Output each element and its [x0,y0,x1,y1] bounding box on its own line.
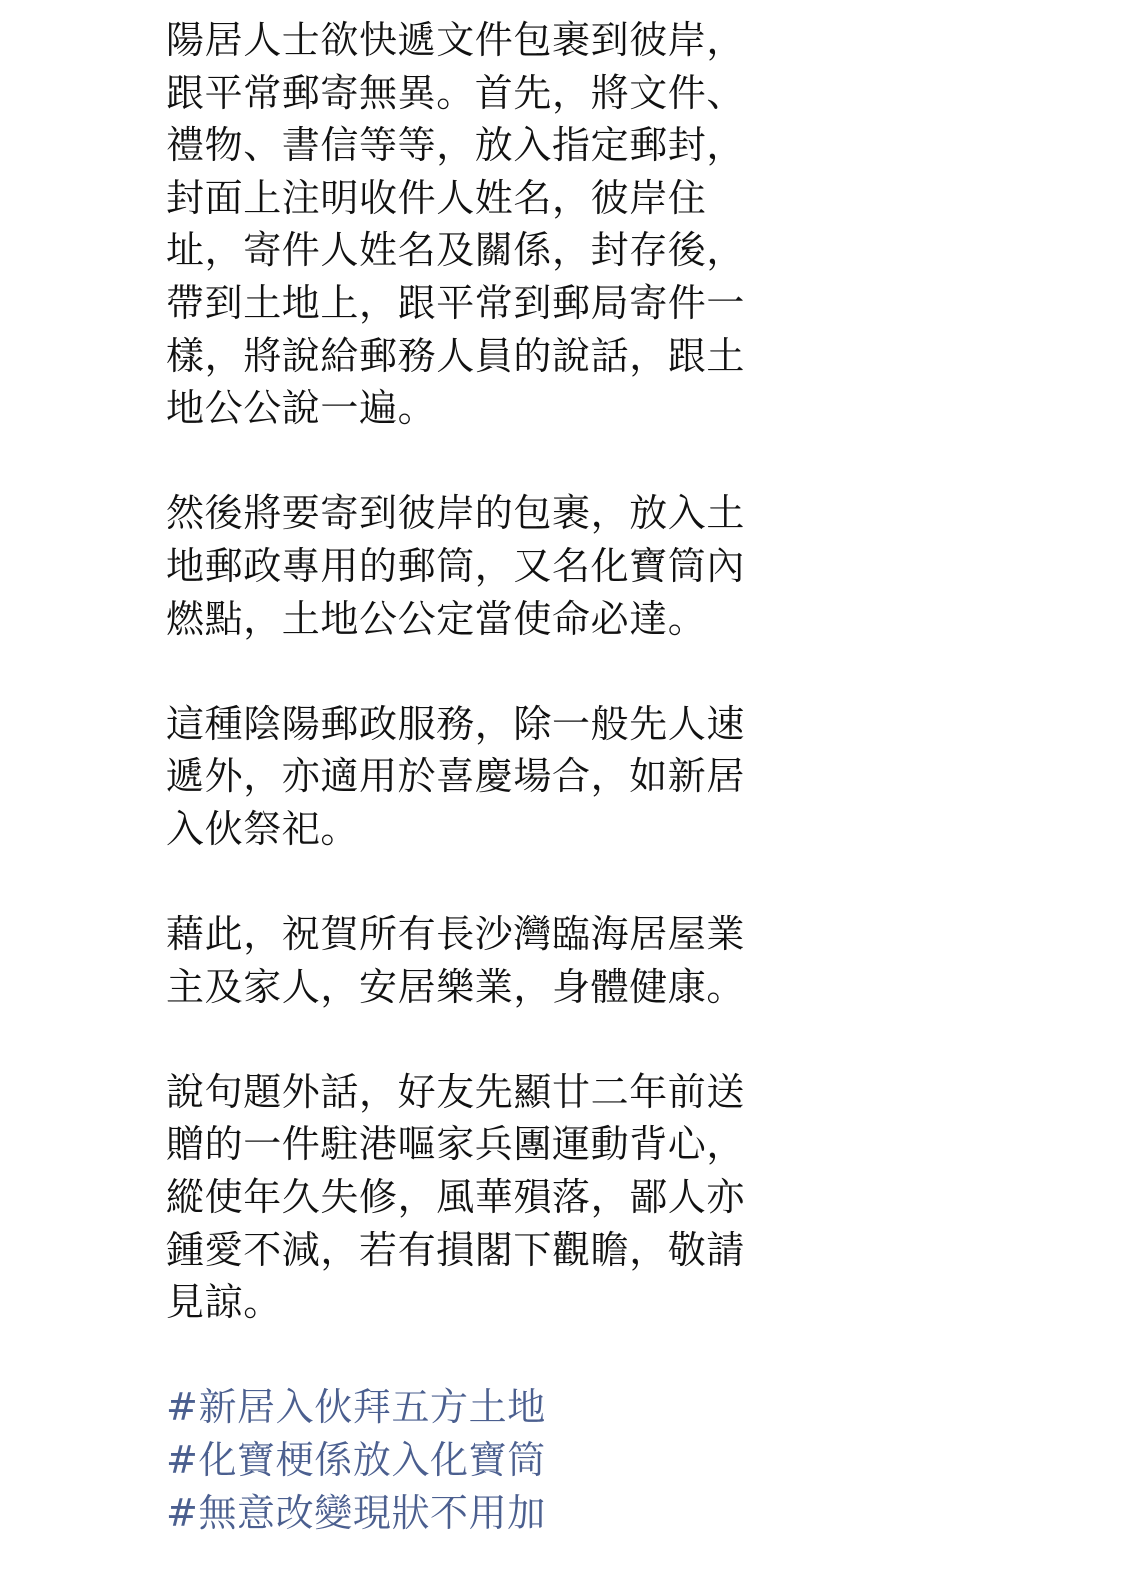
text-line: 鍾愛不減，若有損閣下觀瞻，敬請 [166,1227,746,1272]
text-line: 這種陰陽郵政服務，除一般先人速 [166,701,746,746]
text-line: 陽居人士欲快遞文件包裹到彼岸， [166,18,746,62]
text-line: 禮物、書信等等，放入指定郵封， [166,123,746,168]
text-line: 燃點，土地公公定當使命必達。 [166,596,707,641]
text-line: 地郵政專用的郵筒，又名化寶筒內 [166,543,746,588]
text-line: 樣，將說給郵務人員的說話，跟土 [166,333,746,378]
hashtag-link[interactable]: #化寶梗係放入化寶筒 [166,1438,546,1483]
hashtag-link[interactable]: #新居入伙拜五方土地 [166,1385,546,1430]
text-line: 見諒。 [166,1280,282,1325]
paragraph-2 [166,487,806,645]
text-line: 藉此，祝賀所有長沙灣臨海居屋業 [166,912,746,957]
paragraph-1 [166,14,806,435]
text-line: 地公公說一遍。 [166,386,437,431]
text-line: 遞外，亦適用於喜慶場合，如新居 [166,754,746,799]
hashtag-list [166,1381,806,1539]
paragraph-3 [166,698,806,856]
paragraph-5 [166,1066,806,1329]
text-line: 封面上注明收件人姓名，彼岸住 [166,175,707,220]
text-line: 帶到土地上，跟平常到郵局寄件一 [166,280,746,325]
text-line: 跟平常郵寄無異。首先，將文件、 [166,70,746,115]
text-line: 入伙祭祀。 [166,806,360,851]
post-body [166,14,806,1539]
hashtag-link[interactable]: #無意改變現狀不用加 [166,1490,546,1535]
text-line: 主及家人，安居樂業，身體健康。 [166,964,746,1009]
paragraph-4 [166,908,806,1013]
text-line: 說句題外話，好友先顯廿二年前送 [166,1069,746,1114]
text-line: 然後將要寄到彼岸的包裹，放入土 [166,491,746,536]
text-line: 贈的一件駐港嘔家兵團運動背心， [166,1122,746,1167]
text-line: 縱使年久失修，風華殞落，鄙人亦 [166,1175,746,1220]
text-line: 址，寄件人姓名及關係，封存後， [166,228,746,273]
